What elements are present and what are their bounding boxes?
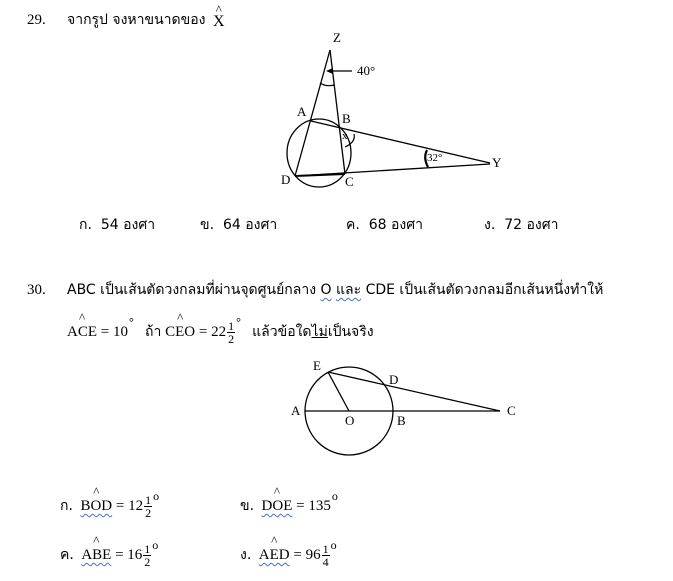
label-O: O: [345, 413, 355, 428]
point-o: O: [320, 282, 332, 298]
label-E: E: [313, 358, 321, 373]
label-A: A: [297, 104, 307, 119]
choice-b[interactable]: ข. 64 องศา: [200, 217, 278, 233]
hat-symbol: ^: [215, 2, 222, 17]
fraction: $\frac{1}{4}$: [322, 542, 329, 570]
question-number: 30.: [27, 282, 46, 298]
label-x: x: [342, 130, 348, 142]
choice-a[interactable]: ก. ^ BOD = 12 $\frac{1}{2}$ $^o$: [60, 484, 160, 521]
label-C: C: [345, 174, 354, 189]
hat-symbol: ^: [78, 310, 86, 325]
choice-c[interactable]: ค. ^ ABE = 16 $\frac{1}{2}$ $^o$: [60, 533, 159, 570]
label-B: B: [397, 413, 406, 428]
fraction: $\frac{1}{2}$: [228, 319, 235, 347]
label-angle-y: 32°: [427, 152, 443, 164]
choice-b[interactable]: ข. ^ DOE = $135^o$: [240, 484, 338, 514]
label-A: A: [291, 403, 301, 418]
choice-a[interactable]: ก. 54 องศา: [79, 217, 156, 233]
label-C: C: [507, 403, 516, 418]
question-prompt: จากรูป จงหาขนาดของ: [67, 12, 206, 28]
variable-x: X: [213, 13, 225, 30]
fraction: $\frac{1}{2}$: [145, 493, 152, 521]
fraction: $\frac{1}{2}$: [144, 542, 151, 570]
label-B: B: [342, 111, 351, 126]
angle-aed: AED: [258, 547, 290, 563]
label-Y: Y: [492, 155, 502, 170]
angle-ceo: CEO: [165, 324, 196, 340]
label-D: D: [389, 372, 399, 387]
choice-d[interactable]: ง. 72 องศา: [484, 217, 559, 233]
angle-doe: DOE: [261, 498, 293, 514]
angle-bod: BOD: [80, 498, 113, 514]
angle-abe: ABE: [81, 547, 112, 563]
label-D: D: [281, 172, 291, 187]
line-EO: [328, 372, 349, 411]
choice-d[interactable]: ง. ^ AED = 96 $\frac{1}{4}$ $^o$: [240, 533, 337, 570]
angle-ace: ACE: [67, 324, 97, 340]
label-Z: Z: [333, 30, 341, 45]
choice-c[interactable]: ค. 68 องศา: [346, 217, 423, 233]
line-EC: [328, 372, 500, 411]
question-number: 29.: [27, 12, 46, 28]
question-line-2: ^ ACE = 10° ถ้า ^ CEO = 22 $\frac{1}{2}$ ° แล้วข้อใดไม่เป็นจริง: [67, 310, 374, 347]
label-angle-z: 40°: [357, 63, 376, 78]
question-line-1: ABC เป็นเส้นตัดวงกลมที่ผ่านจุดศูนย์กลาง O และ CDE เป็นเส้นตัดวงกลมอีกเส้นหนึ่งทำให้: [67, 282, 604, 298]
